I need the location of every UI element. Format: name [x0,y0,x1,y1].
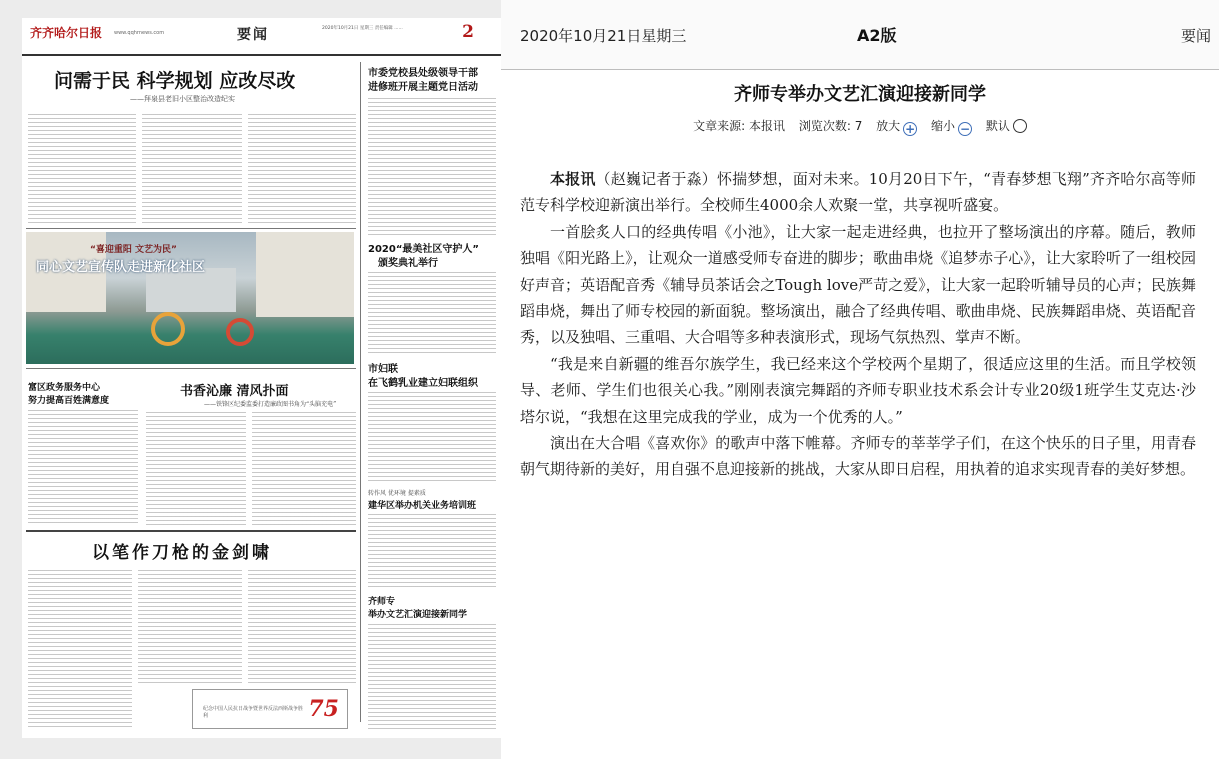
row-divider [26,530,356,532]
column-divider [360,62,361,722]
article-text-block [138,570,242,686]
article-text-block [248,114,356,226]
paper-headline-bottom[interactable]: 以笔作刀枪的金剑啸 [92,543,272,563]
paper-headline-right-3b[interactable]: 在飞鹤乳业建立妇联组织 [368,378,478,389]
paper-headline-mid-sub: ——铁锋区纪委监委打造廉政图书角为“头脑充电” [204,401,337,408]
article-paragraph [520,166,1196,219]
paper-headline-right-2b[interactable]: 颁奖典礼举行 [378,258,438,269]
zoom-reset-icon[interactable] [1013,119,1027,133]
article-info-bar [501,117,1219,136]
photo-headline: 同心文艺宣传队走进新化社区 [36,260,206,275]
article-text-block [146,412,246,526]
stamp-text: 纪念中国人民抗日战争暨世界反法西斯战争胜利 [203,706,304,719]
newspaper-logo: 齐齐哈尔日报 [30,26,103,40]
newspaper-site: www.qqhrnews.com [114,30,165,36]
photo-kicker: “喜迎重阳 文艺为民” [90,245,177,255]
row-divider [26,368,356,369]
row-divider [26,228,356,229]
zoom-out-label: 缩小 [931,119,956,133]
paper-headline-left-6b[interactable]: 努力提高百姓满意度 [28,396,110,406]
news-photo[interactable] [26,232,354,364]
article-paragraph-text: （赵巍记者于淼）怀揣梦想，面对未来。10月20日下午，“青春梦想飞翔”齐齐哈尔高等师范专科学校迎新演出举行。全校师生4000余人欢聚一堂，共享视听盛宴。 [520,170,1196,215]
zoom-in-label: 放大 [876,119,901,133]
article-header-bar [501,0,1219,70]
article-text-block [252,412,356,526]
source-label: 文章来源: [693,119,746,133]
article-body [520,166,1196,483]
photo-building [256,232,354,317]
article-text-block [142,114,242,226]
article-panel [501,0,1219,759]
stamp-number: 75 [308,696,339,722]
article-text-block [368,624,496,730]
article-paragraph: 演出在大合唱《喜欢你》的歌声中落下帷幕。齐师专的莘莘学子们，在这个快乐的日子里，用青春朝气期待新的美好，用自强不息迎接新的挑战，大家从即日启程，用执着的追求实现青春的美好梦想。 [520,434,1196,479]
paper-headline-main[interactable]: 问需于民 科学规划 应改尽改 [54,70,296,92]
article-lead: 本报讯 [550,170,596,188]
newspaper-page-number: 2 [462,22,474,42]
paper-headline-right-3[interactable]: 市妇联 [368,364,398,375]
article-text-block [368,514,496,590]
paper-headline-right-2[interactable]: 2020“最美社区守护人” [368,244,479,255]
paper-headline-right-5[interactable]: 齐师专 [368,597,396,607]
source-value: 本报讯 [748,119,785,133]
edition-label: A2版 [857,26,897,45]
anniversary-stamp [192,689,348,729]
article-title: 齐师专举办文艺汇演迎接新同学 [734,84,986,105]
section-label: 要闻 [1180,27,1211,45]
newspaper-masthead [22,18,502,56]
article-text-block [28,114,136,226]
article-text-block [248,570,356,686]
newspaper-meta: 2020年10月21日 星期三 责任编辑 ...... [322,26,403,31]
paper-headline-left-6[interactable]: 富区政务服务中心 [28,383,101,393]
paper-headline-right-1b[interactable]: 进修班开展主题党日活动 [368,82,478,93]
zoom-out-icon[interactable]: − [960,122,971,136]
article-text-block [368,272,496,356]
paper-headline-right-4-kicker: 转作风 优环境 提素质 [368,490,426,497]
article-paragraph: “我是来自新疆的维吾尔族学生，我已经来这个学校两个星期了，很适应这里的生活。而且学校领导、老师、学生们也很关心我。”刚刚表演完舞蹈的齐师专职业技术系会计专业20级1班学生艾克达·沙塔尔说，“我想在这里完成我的学业，成为一个优秀的人。” [520,354,1196,426]
zoom-reset-label: 默认 [985,119,1010,133]
views-label: 浏览次数: [798,119,851,133]
article-text-block [28,410,138,526]
paper-headline-mid[interactable]: 书香沁廉 清风扑面 [180,384,289,399]
article-text-block [368,392,496,484]
paper-headline-right-5b[interactable]: 举办文艺汇演迎接新同学 [368,610,468,620]
zoom-in-icon[interactable]: + [905,122,916,136]
paper-headline-right-4[interactable]: 建华区举办机关业务培训班 [368,501,477,511]
article-text-block [368,98,496,238]
views-count: 7 [854,119,863,133]
issue-date: 2020年10月21日星期三 [520,27,687,45]
photo-dance-ribbon [151,312,185,346]
newspaper-section: 要闻 [237,27,269,43]
newspaper-page-thumbnail[interactable] [22,18,502,738]
paper-headline-main-sub: ——拜泉县老旧小区整治改造纪实 [130,95,235,103]
article-text-block [28,570,132,730]
article-paragraph: 一首脍炙人口的经典传唱《小池》，让大家一起走进经典，也拉开了整场演出的序幕。随后，教师独唱《阳光路上》，让观众一道感受师专奋进的脚步；歌曲串烧《追梦赤子心》，让大家聆听了一组校园好声音；英语配音秀《辅导员茶话会之Tough love严苛之爱》，让大家一起聆听辅导员的心声；民族舞蹈串烧，舞出了师专校园的新面貌。整场演出，融合了经典传唱、歌曲串烧、民族舞蹈串烧、英语配音秀，以及独唱、三重唱、大合唱等多种表演形式，现场气氛热烈、掌声不断。 [520,222,1196,347]
paper-headline-right-1[interactable]: 市委党校县处级领导干部 [368,68,478,79]
photo-dance-ribbon [226,318,254,346]
